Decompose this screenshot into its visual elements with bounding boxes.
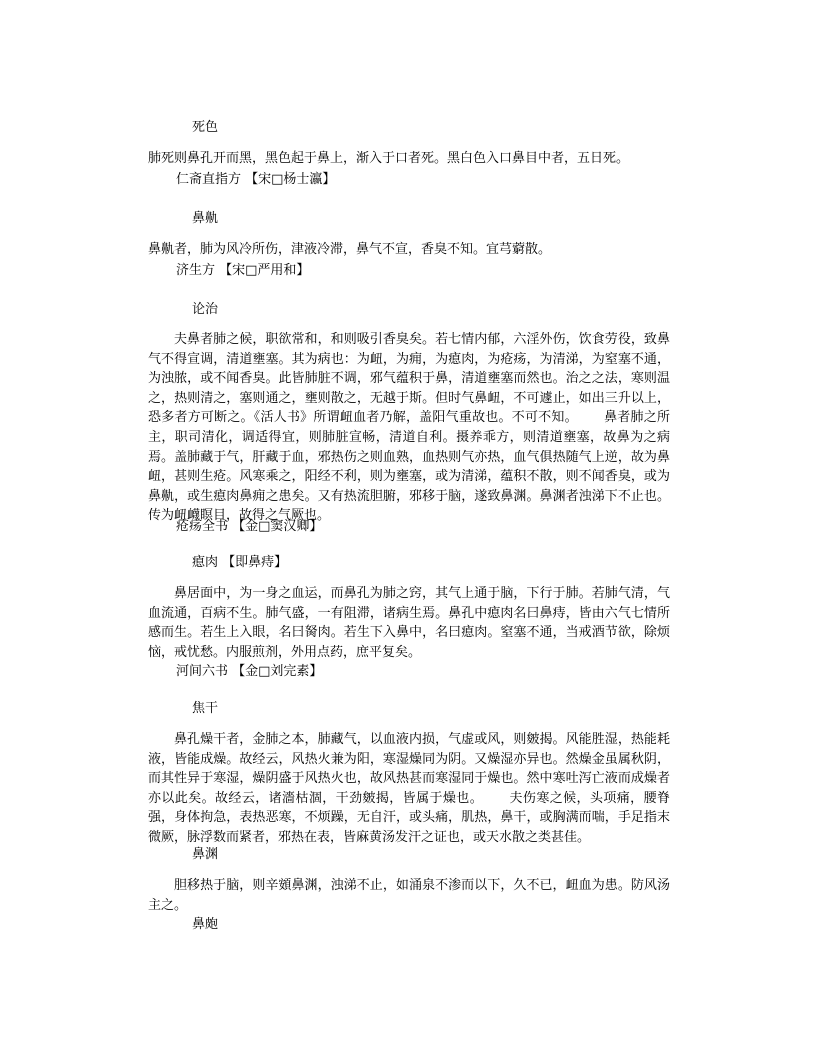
section-heading-dryness: 焦干 — [192, 701, 219, 716]
paragraph-nasal-discharge: 鼻鼽者，肺为风冷所伤，津液冷滞，鼻气不宣，香臭不知。宜芎藭散。 — [148, 242, 552, 257]
paragraph-dryness-part-a: 鼻孔燥干者，金肺之本，肺藏气，以血液内损，气虚或风，则皴揭。风能胜湿，热能耗液，皆能成燥。故经云，风热火兼为阳，寒湿燥同为阴。又燥湿亦异也。然燥金虽属秋阴，而其性异于寒湿，燥阴盛于风热火也，故风热甚而寒湿同于燥也。然中寒吐泻亡液而成燥者亦以此矣。故经云，诸濇枯涸，干劲皴揭，皆属于燥也。 — [148, 732, 670, 806]
paragraph-dryness — [148, 730, 670, 848]
source-citation-renzhai: 仁斋直指方 【宋□杨士瀛】 — [176, 172, 336, 187]
paragraph-treatment — [148, 330, 670, 526]
section-heading-nasal-blister: 鼻皰 — [192, 917, 219, 932]
section-heading-sinusitis: 鼻渊 — [192, 847, 219, 862]
section-heading-nasal-discharge: 鼻鼽 — [192, 211, 219, 226]
paragraph-treatment-part-a: 夫鼻者肺之候，职欲常和，和则吸引香臭矣。若七情内郁，六淫外伤，饮食劳役，致鼻气不得宣调，清道壅塞。其为病也：为衄，为痈，为瘜肉，为疮疡，为清涕，为窒塞不通，为浊脓，或不闻香臭。此皆肺脏不调，邪气蕴积于鼻，清道壅塞而然也。治之之法，寒则温之，热则清之，塞则通之，壅则散之，无越于斯。但时气鼻衄，不可遽止，如出三升以上，恐多者方可断之。《活人书》所谓衄血者乃解，盖阳气重故也。不可不知。 — [148, 332, 670, 426]
paragraph-treatment-part-b: 鼻者肺之所主，职司清化，调适得宜，则肺脏宣畅，清道自利。摄养乖方，则清道壅塞，故鼻为之病焉。盖肺藏于气，肝藏于血，邪热伤之则血熟，血热则气亦热，血气俱热随气上逆，故为鼻衄，甚则生疮。风寒乘之，阳经不利，则为壅塞，或为清涕，蕴积不散，则不闻香臭，或为鼻鼽，或生瘜肉鼻痈之患矣。又有热流胆腑，邪移于脑，遂致鼻渊。鼻渊者浊涕下不止也。传为衄衊瞑目，故得之气厥也。 — [148, 410, 670, 524]
section-heading-treatment: 论治 — [192, 302, 219, 317]
source-citation-chuangyang: 疮疡全书 【金□窦汉卿】 — [176, 519, 323, 534]
source-citation-hejian: 河间六书 【金□刘完素】 — [176, 664, 323, 679]
paragraph-polyp: 鼻居面中，为一身之血运，而鼻孔为肺之窍，其气上通于脑，下行于肺。若肺气清，气血流通，百病不生。肺气盛，一有阻滞，诸病生焉。鼻孔中瘜肉名曰鼻痔，皆由六气七情所感而生。若生上入眼，名曰胬肉。若生下入鼻中，名曰瘜肉。窒塞不通，当戒酒节欲，除烦恼，戒忧愁。内服煎剂，外用点药，庶平复矣。 — [148, 586, 670, 660]
paragraph-death-color: 肺死则鼻孔开而黑，黑色起于鼻上，渐入于口者死。黑白色入口鼻目中者，五日死。 — [148, 151, 630, 166]
paragraph-dryness-part-b: 夫伤寒之候，头项痛，腰脊强，身体拘急，表热恶寒，不烦躁，无自汗，或头痛，肌热，鼻干，或胸满而喘，手足指末微厥，脉浮数而紧者，邪热在表，皆麻黄汤发汗之证也，或天水散之类甚佳。 — [148, 790, 670, 845]
section-heading-death-color: 死色 — [192, 120, 219, 135]
section-heading-polyp: 瘜肉 【即鼻痔】 — [192, 555, 288, 570]
source-citation-jisheng: 济生方 【宋□严用和】 — [176, 263, 310, 278]
paragraph-sinusitis: 胆移热于脑，则辛頞鼻渊，浊涕不止，如涌泉不渗而以下，久不已，衄血为患。防风汤主之。 — [148, 878, 670, 913]
